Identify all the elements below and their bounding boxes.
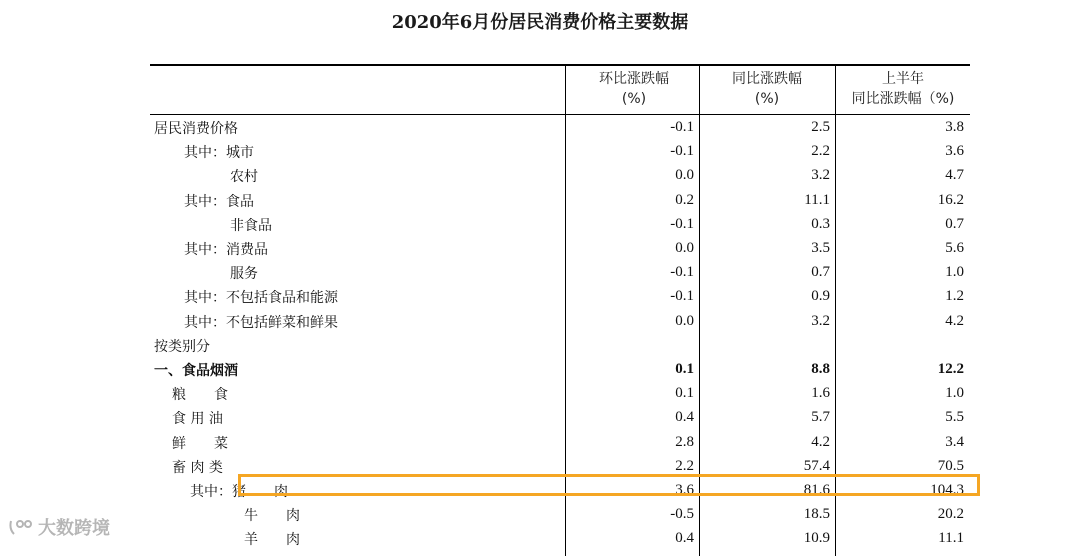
mom-value: 0.1 — [675, 385, 694, 402]
mom-value: 2.8 — [675, 433, 694, 450]
yoy-value: 5.7 — [811, 409, 830, 426]
table-row — [150, 503, 970, 527]
h1-value: 5.6 — [945, 240, 964, 256]
h1-value: 11.1 — [938, 530, 964, 547]
yoy-value: 57.4 — [803, 457, 830, 474]
h1-value: 4.7 — [945, 167, 964, 184]
header-h1 — [836, 69, 970, 109]
header-yoy-title: 同比涨跌幅 — [732, 71, 802, 87]
yoy-value: 0.7 — [811, 264, 830, 281]
h1-value: 3.8 — [945, 119, 964, 135]
table-row — [150, 189, 970, 213]
watermark — [8, 514, 110, 540]
yoy-value: 2.2 — [811, 143, 830, 160]
table-row — [150, 334, 970, 358]
header-h1-unit: 同比涨跌幅（%) — [851, 91, 955, 107]
table-row — [150, 237, 970, 261]
yoy-value: 3.5 — [811, 240, 830, 256]
highlight-box — [238, 474, 980, 496]
row-label: 其中：城市 — [184, 145, 254, 162]
mom-value: -0.1 — [670, 215, 694, 232]
yoy-value: 18.5 — [803, 506, 830, 523]
table-row — [150, 431, 970, 455]
page-title: 2020年6月份居民消费价格主要数据 — [391, 12, 689, 33]
row-label: 农村 — [230, 169, 258, 186]
mom-value: 0.0 — [675, 240, 694, 256]
header-yoy — [700, 69, 834, 109]
h1-value: 3.4 — [945, 433, 964, 450]
mom-value: 0.0 — [675, 167, 694, 184]
h1-value: 1.0 — [945, 385, 964, 402]
mom-value: 0.2 — [675, 191, 694, 208]
h1-value: 0.7 — [945, 215, 964, 232]
h1-value: 16.2 — [937, 191, 964, 208]
row-label: 食 用 油 — [172, 411, 223, 428]
table-row — [150, 382, 970, 406]
row-label: 牛 肉 — [244, 508, 300, 525]
table-row — [150, 261, 970, 285]
mom-value: -0.1 — [670, 119, 694, 135]
table-row — [150, 116, 970, 140]
yoy-value: 8.8 — [811, 361, 830, 377]
mom-value: -0.1 — [670, 288, 694, 305]
mom-value: 0.4 — [675, 409, 694, 426]
h1-value: 12.2 — [937, 361, 964, 377]
row-label: 其中：不包括食品和能源 — [184, 290, 338, 307]
yoy-value: 4.2 — [811, 433, 830, 450]
yoy-value: 0.3 — [811, 215, 830, 232]
yoy-value: 3.2 — [811, 312, 830, 329]
mom-value: -0.1 — [670, 264, 694, 281]
yoy-value: 1.6 — [811, 385, 830, 402]
row-label: 居民消费价格 — [154, 121, 238, 137]
header-mom-unit: (%) — [621, 91, 647, 107]
row-label: 按类别分 — [154, 338, 210, 355]
h1-value: 1.0 — [945, 264, 964, 281]
row-label: 畜 肉 类 — [172, 459, 223, 476]
h1-value: 4.2 — [945, 312, 964, 329]
yoy-value: 0.9 — [811, 288, 830, 305]
row-label: 其中：消费品 — [184, 242, 268, 258]
row-label: 非食品 — [230, 217, 272, 234]
header-yoy-unit: (%) — [754, 91, 780, 107]
mom-value: -0.1 — [670, 143, 694, 160]
h1-value: 70.5 — [937, 457, 964, 474]
header-mom — [570, 69, 698, 109]
table-row — [150, 164, 970, 188]
table-row — [150, 358, 970, 382]
mom-value: 2.2 — [675, 457, 694, 474]
h1-value: 1.2 — [945, 288, 964, 305]
yoy-value: 2.5 — [811, 119, 830, 135]
mom-value: 0.0 — [675, 312, 694, 329]
h1-value: 5.5 — [945, 409, 964, 426]
header-mom-title: 环比涨跌幅 — [599, 71, 669, 87]
watermark-logo-icon — [8, 517, 34, 537]
mom-value: 3.6 — [675, 482, 694, 498]
h1-value: 20.2 — [937, 506, 964, 523]
h1-value: 3.6 — [945, 143, 964, 160]
row-label: 羊 肉 — [244, 532, 300, 549]
mom-value: 0.4 — [675, 530, 694, 547]
yoy-value: 81.6 — [803, 482, 830, 498]
h1-value: 104.3 — [930, 482, 964, 498]
row-label: 其中：食品 — [184, 193, 254, 210]
table-row — [150, 213, 970, 237]
table-header — [150, 66, 970, 115]
watermark-text: 大数跨境 — [38, 518, 110, 539]
yoy-value: 10.9 — [803, 530, 830, 547]
table-row — [150, 285, 970, 309]
yoy-value: 3.2 — [811, 167, 830, 184]
row-label: 粮 食 — [172, 387, 228, 404]
mom-value: -0.5 — [670, 506, 694, 523]
mom-value: 0.1 — [675, 361, 694, 377]
row-label: 其中：不包括鲜菜和鲜果 — [184, 314, 338, 331]
row-label: 其中：猪 肉 — [190, 484, 288, 500]
row-label: 服务 — [230, 266, 258, 283]
row-label: 一、食品烟酒 — [154, 363, 238, 379]
table-row — [150, 140, 970, 164]
header-h1-title: 上半年 — [882, 71, 924, 87]
yoy-value: 11.1 — [804, 191, 830, 208]
row-label: 鲜 菜 — [172, 435, 228, 452]
table-row — [150, 406, 970, 430]
table-row — [150, 310, 970, 334]
